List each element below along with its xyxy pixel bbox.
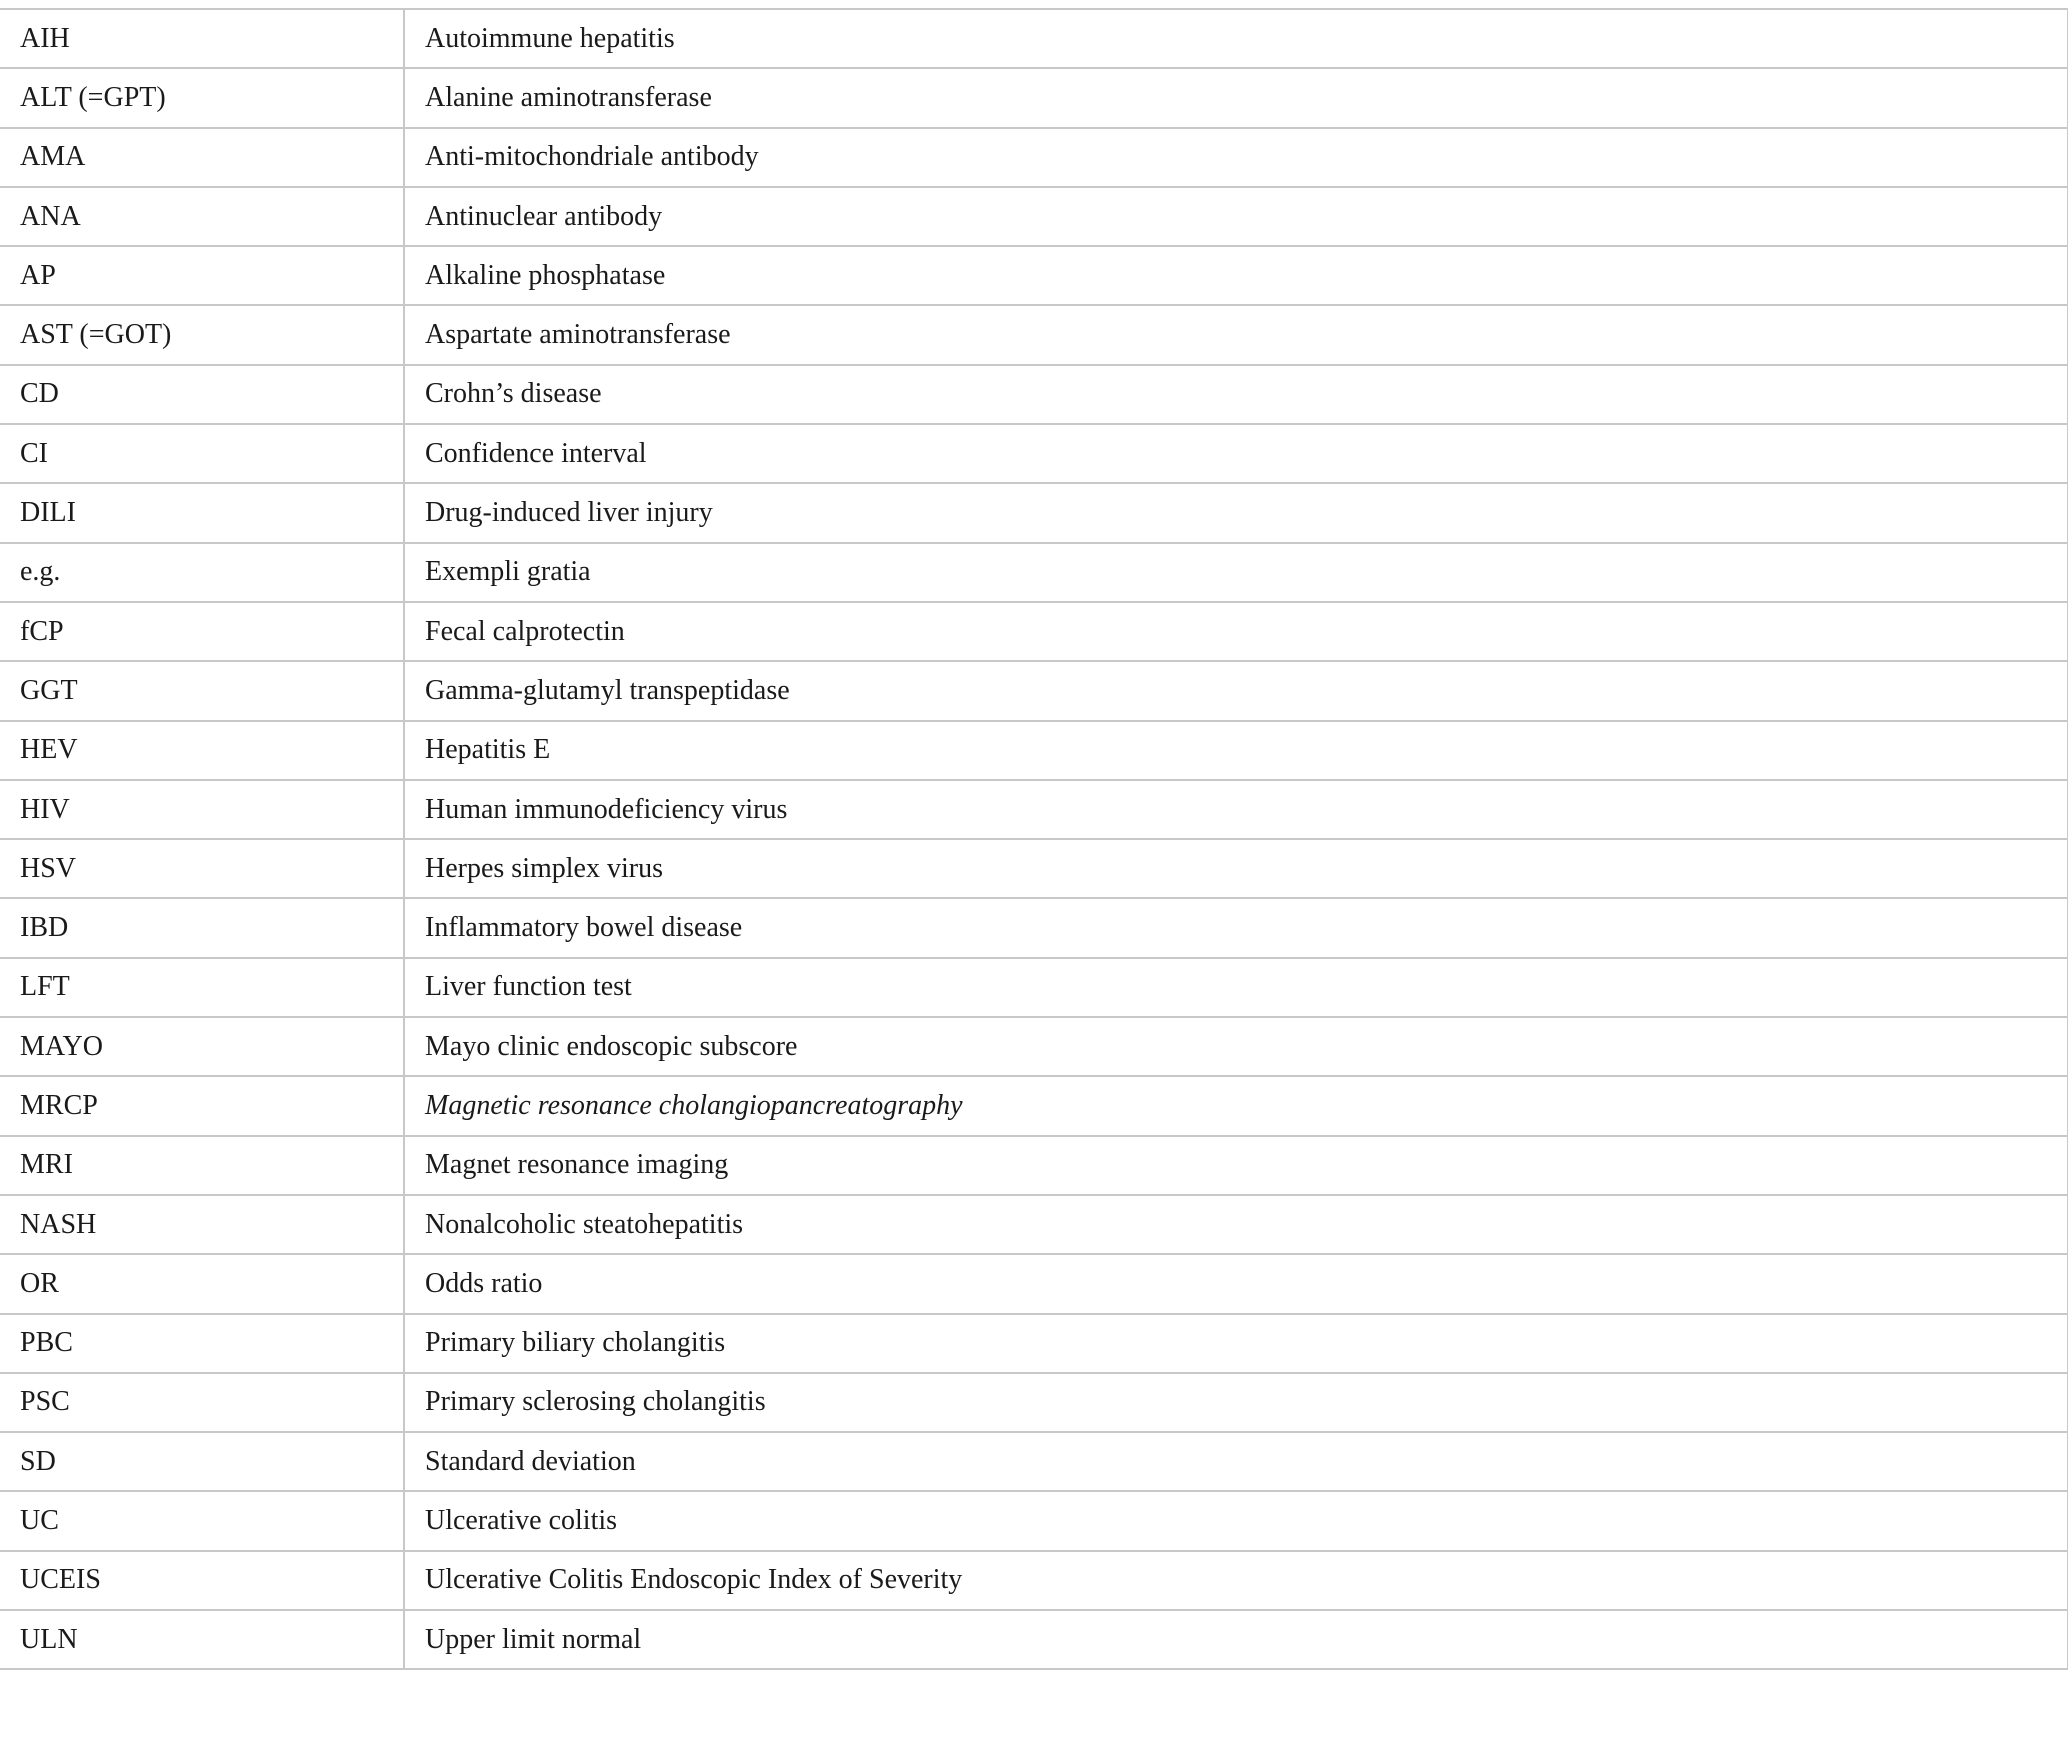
table-row bbox=[0, 1432, 2068, 1491]
definition-cell: Autoimmune hepatitis bbox=[404, 9, 2068, 68]
abbreviation-cell: LFT bbox=[0, 958, 404, 1017]
definition-cell: Ulcerative Colitis Endoscopic Index of Severity bbox=[404, 1551, 2068, 1610]
abbreviation-cell: IBD bbox=[0, 898, 404, 957]
abbreviation-cell: ULN bbox=[0, 1610, 404, 1669]
table-row bbox=[0, 68, 2068, 127]
abbreviation-cell: AMA bbox=[0, 128, 404, 187]
table-row bbox=[0, 1076, 2068, 1135]
definition-cell: Primary biliary cholangitis bbox=[404, 1314, 2068, 1373]
definition-cell: Nonalcoholic steatohepatitis bbox=[404, 1195, 2068, 1254]
definition-cell: Standard deviation bbox=[404, 1432, 2068, 1491]
table-row bbox=[0, 1254, 2068, 1313]
table-row bbox=[0, 1610, 2068, 1669]
abbreviation-cell: MRI bbox=[0, 1136, 404, 1195]
definition-cell: Exempli gratia bbox=[404, 543, 2068, 602]
abbreviation-cell: OR bbox=[0, 1254, 404, 1313]
abbreviation-cell: CD bbox=[0, 365, 404, 424]
definition-cell: Hepatitis E bbox=[404, 721, 2068, 780]
abbreviation-cell: SD bbox=[0, 1432, 404, 1491]
table-row bbox=[0, 602, 2068, 661]
abbreviation-cell: CI bbox=[0, 424, 404, 483]
definition-cell: Alanine aminotransferase bbox=[404, 68, 2068, 127]
abbreviation-table bbox=[0, 8, 2068, 1670]
definition-cell: Confidence interval bbox=[404, 424, 2068, 483]
abbreviation-cell: HIV bbox=[0, 780, 404, 839]
definition-cell: Alkaline phosphatase bbox=[404, 246, 2068, 305]
table-row bbox=[0, 365, 2068, 424]
definition-cell: Odds ratio bbox=[404, 1254, 2068, 1313]
table-row bbox=[0, 424, 2068, 483]
definition-cell: Liver function test bbox=[404, 958, 2068, 1017]
definition-cell: Ulcerative colitis bbox=[404, 1491, 2068, 1550]
definition-cell: Primary sclerosing cholangitis bbox=[404, 1373, 2068, 1432]
definition-cell: Crohn’s disease bbox=[404, 365, 2068, 424]
definition-cell: Anti-mitochondriale antibody bbox=[404, 128, 2068, 187]
abbreviation-cell: MRCP bbox=[0, 1076, 404, 1135]
table-row bbox=[0, 483, 2068, 542]
table-row bbox=[0, 1314, 2068, 1373]
definition-cell: Herpes simplex virus bbox=[404, 839, 2068, 898]
table-row bbox=[0, 1195, 2068, 1254]
abbreviation-cell: ALT (=GPT) bbox=[0, 68, 404, 127]
abbreviation-cell: fCP bbox=[0, 602, 404, 661]
definition-cell: Magnet resonance imaging bbox=[404, 1136, 2068, 1195]
definition-cell: Magnetic resonance cholangiopancreatography bbox=[404, 1076, 2068, 1135]
table-row bbox=[0, 246, 2068, 305]
abbreviation-cell: PSC bbox=[0, 1373, 404, 1432]
abbreviation-cell: AP bbox=[0, 246, 404, 305]
table-row bbox=[0, 898, 2068, 957]
table-row bbox=[0, 839, 2068, 898]
table-row bbox=[0, 1017, 2068, 1076]
definition-cell: Antinuclear antibody bbox=[404, 187, 2068, 246]
definition-cell: Human immunodeficiency virus bbox=[404, 780, 2068, 839]
abbreviation-cell: NASH bbox=[0, 1195, 404, 1254]
abbreviation-cell: HSV bbox=[0, 839, 404, 898]
abbreviation-cell: UCEIS bbox=[0, 1551, 404, 1610]
abbreviation-cell: PBC bbox=[0, 1314, 404, 1373]
abbreviation-cell: DILI bbox=[0, 483, 404, 542]
definition-cell: Upper limit normal bbox=[404, 1610, 2068, 1669]
table-row bbox=[0, 9, 2068, 68]
table-row bbox=[0, 780, 2068, 839]
definition-cell: Drug-induced liver injury bbox=[404, 483, 2068, 542]
definition-cell: Mayo clinic endoscopic subscore bbox=[404, 1017, 2068, 1076]
abbreviation-cell: ANA bbox=[0, 187, 404, 246]
abbreviation-cell: AST (=GOT) bbox=[0, 305, 404, 364]
definition-cell: Inflammatory bowel disease bbox=[404, 898, 2068, 957]
abbreviation-cell: e.g. bbox=[0, 543, 404, 602]
definition-cell: Aspartate aminotransferase bbox=[404, 305, 2068, 364]
abbreviation-cell: AIH bbox=[0, 9, 404, 68]
table-row bbox=[0, 1136, 2068, 1195]
table-row bbox=[0, 1551, 2068, 1610]
definition-cell: Fecal calprotectin bbox=[404, 602, 2068, 661]
abbreviation-cell: UC bbox=[0, 1491, 404, 1550]
table-row bbox=[0, 1491, 2068, 1550]
abbreviation-cell: GGT bbox=[0, 661, 404, 720]
abbreviation-table-body bbox=[0, 9, 2068, 1669]
abbreviation-cell: MAYO bbox=[0, 1017, 404, 1076]
table-row bbox=[0, 543, 2068, 602]
abbreviation-cell: HEV bbox=[0, 721, 404, 780]
table-row bbox=[0, 661, 2068, 720]
table-row bbox=[0, 958, 2068, 1017]
table-row bbox=[0, 721, 2068, 780]
table-row bbox=[0, 305, 2068, 364]
table-row bbox=[0, 128, 2068, 187]
table-row bbox=[0, 1373, 2068, 1432]
definition-cell: Gamma-glutamyl transpeptidase bbox=[404, 661, 2068, 720]
table-row bbox=[0, 187, 2068, 246]
